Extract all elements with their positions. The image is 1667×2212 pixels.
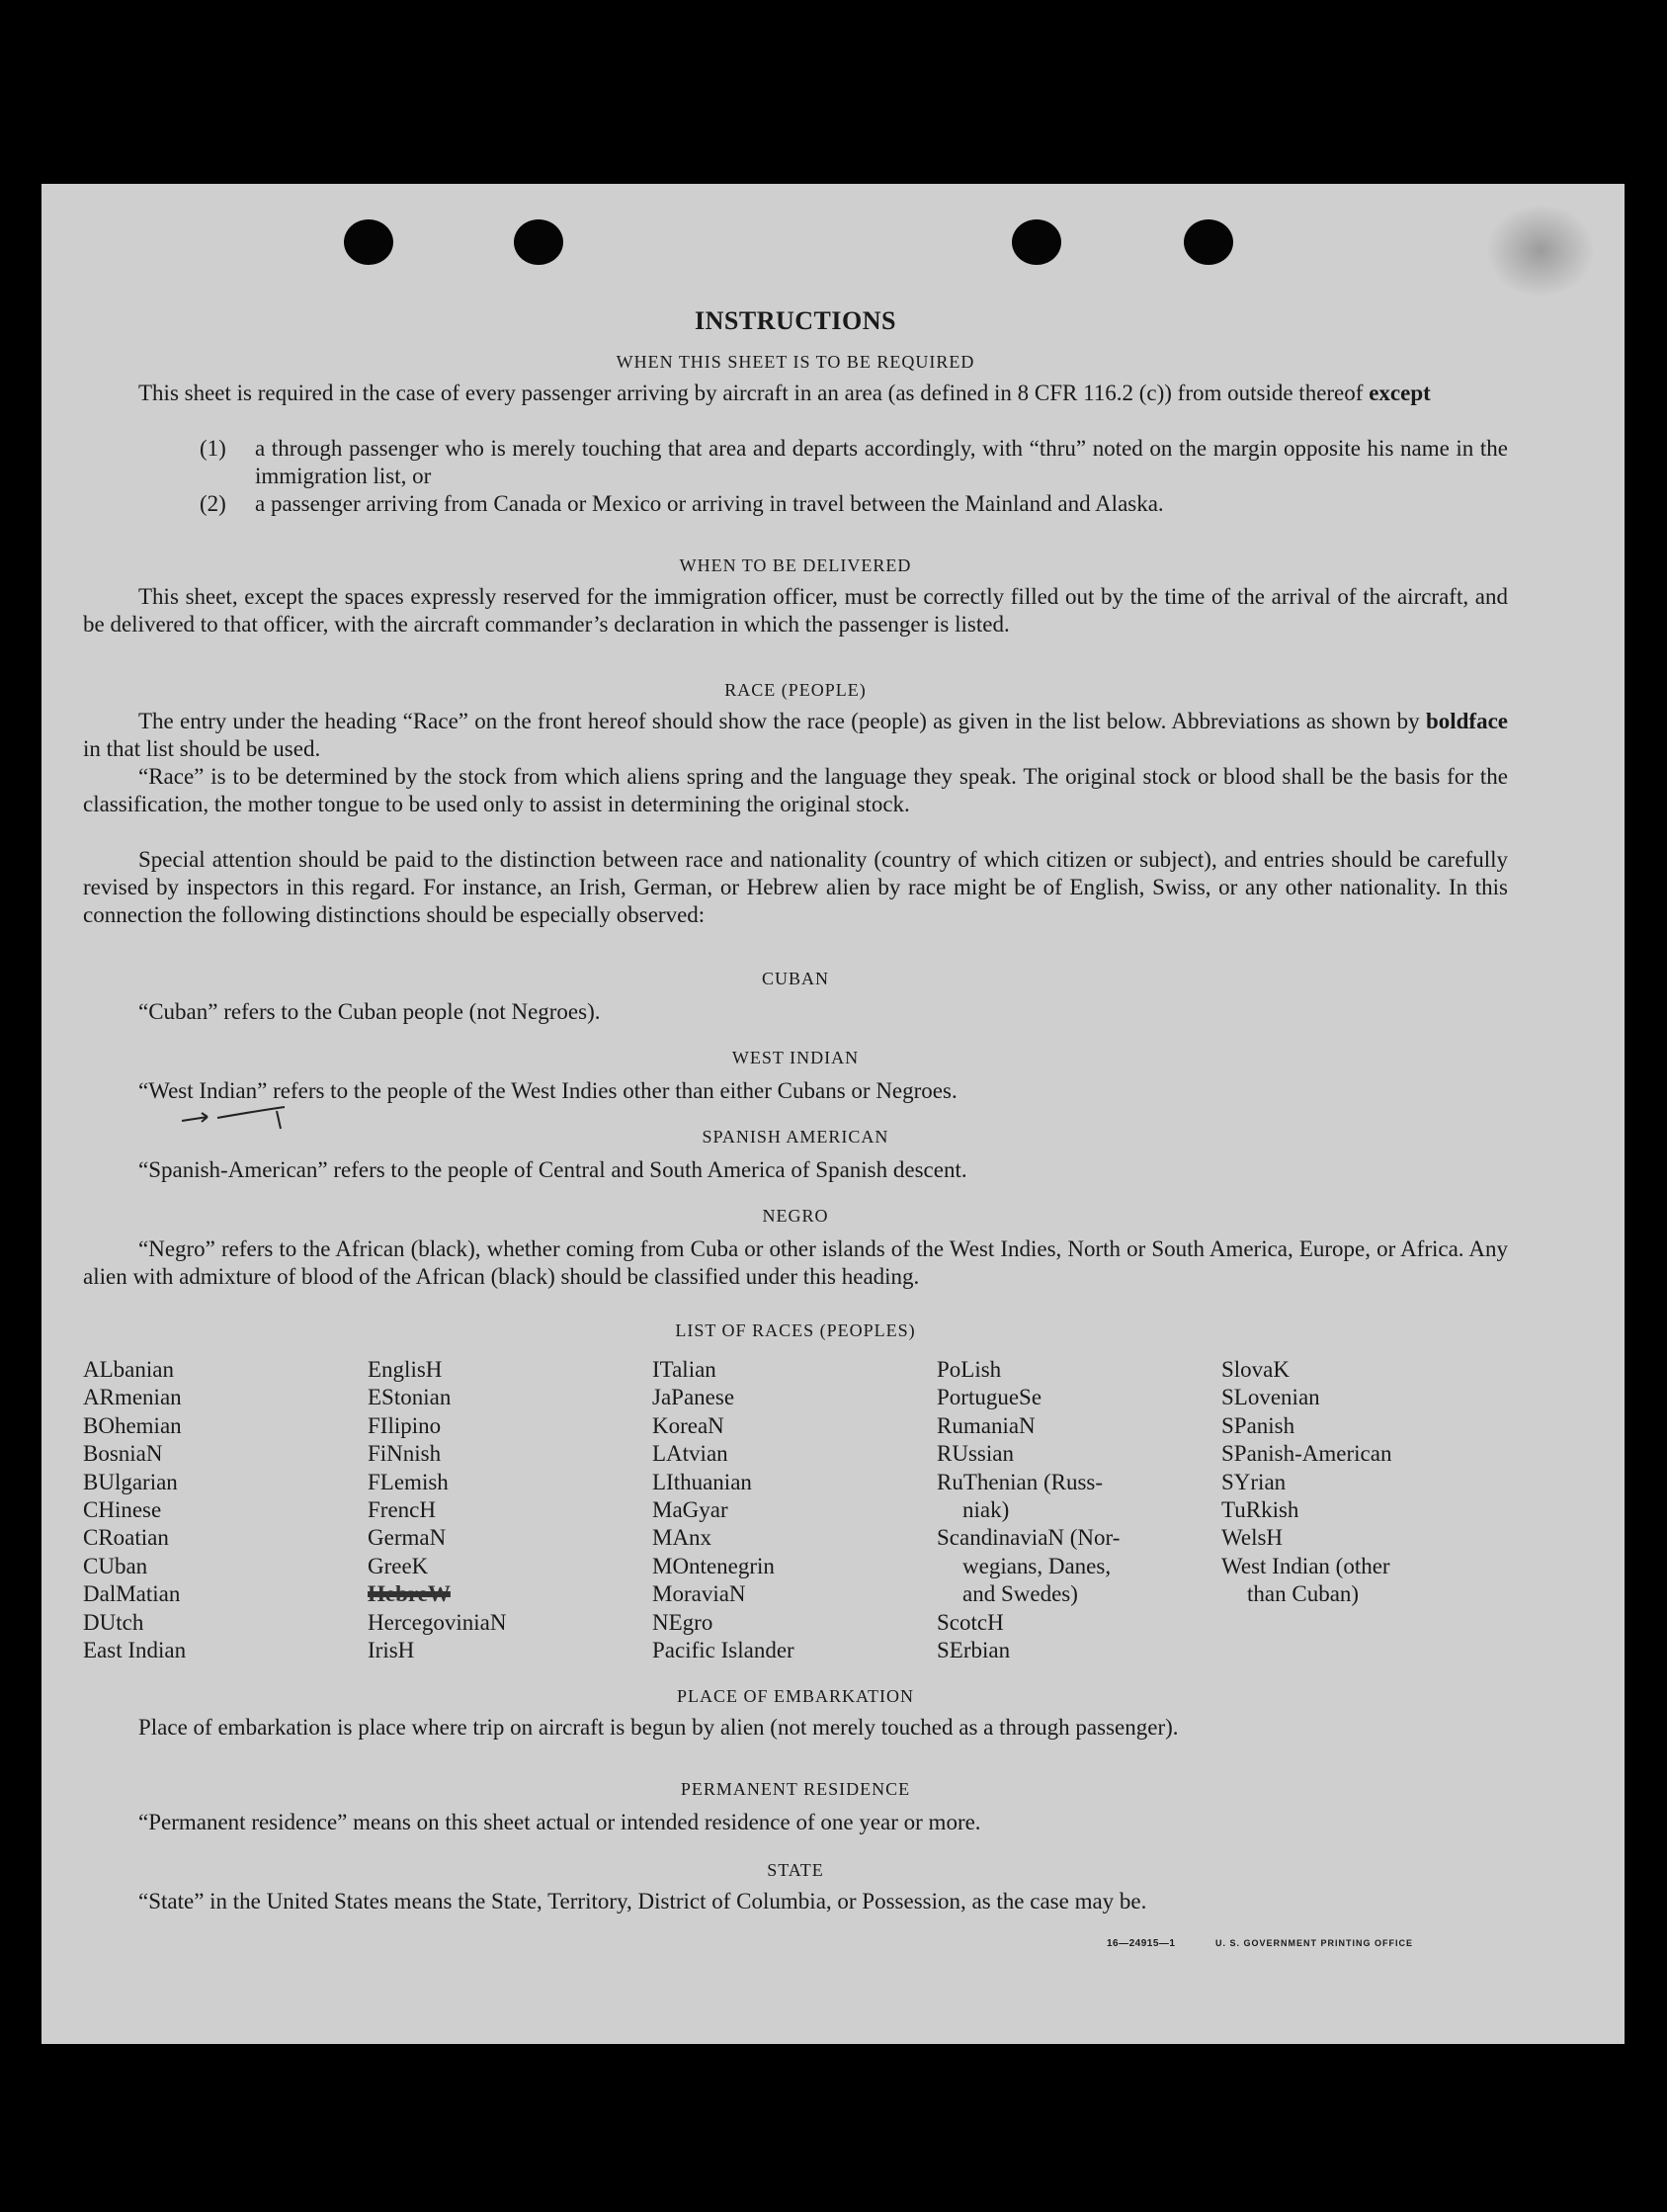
heading-residence: PERMANENT RESIDENCE: [680, 1779, 911, 1799]
race-item: DUtch: [83, 1609, 144, 1635]
race-item: RumaniaN: [937, 1412, 1036, 1438]
race-item: MOntenegrin: [652, 1553, 775, 1578]
race-item: CHinese: [83, 1497, 162, 1523]
race-item: CRoatian: [83, 1525, 169, 1551]
punch-hole: [1184, 219, 1233, 265]
race-item: WelsH: [1221, 1525, 1284, 1551]
race-item: and Swedes): [962, 1581, 1078, 1607]
race-item: MaGyar: [652, 1497, 728, 1523]
race-item: MAnx: [652, 1525, 712, 1551]
race-paragraph-2: “Race” is to be determined by the stock from which aliens spring and the language they speak. The original stock or blood shall be the basis for the classification, the mother tongue to be used only to assist in determining the original stock.: [83, 764, 1508, 816]
when-delivered-text: This sheet, except the spaces expressly reserved for the immigration officer, must be correctly filled out by the time of the arrival of the aircraft, and be delivered to that officer, with the aircraft commander’s declaration in which the passenger is listed.: [83, 584, 1508, 637]
race-item: GreeK: [368, 1553, 429, 1578]
west-indian-text: “West Indian” refers to the people of the West Indies other than either Cubans or Negroes.: [138, 1078, 958, 1103]
race-item: MoraviaN: [652, 1581, 746, 1607]
race-item: SPanish-American: [1221, 1441, 1392, 1467]
race-item: LIthuanian: [652, 1469, 752, 1494]
item-number: (1): [200, 436, 226, 461]
residence-text: “Permanent residence” means on this sheet actual or intended residence of one year or more.: [138, 1810, 981, 1834]
heading-west-indian: WEST INDIAN: [731, 1048, 860, 1067]
race-item: EnglisH: [368, 1357, 443, 1382]
race-item: BOhemian: [83, 1412, 182, 1438]
race-item: HercegoviniaN: [368, 1609, 507, 1635]
punch-hole: [344, 219, 393, 265]
heading-state: STATE: [767, 1860, 824, 1880]
race-item: JaPanese: [652, 1385, 735, 1410]
heading-list-of-races: LIST OF RACES (PEOPLES): [675, 1320, 916, 1340]
race-item: LAtvian: [652, 1441, 728, 1467]
race-column-2: [368, 1356, 507, 1664]
heading-cuban: CUBAN: [761, 969, 829, 988]
race-item: EStonian: [368, 1385, 452, 1410]
cuban-text: “Cuban” refers to the Cuban people (not Negroes).: [138, 999, 601, 1024]
race-item: RuThenian (Russ-: [937, 1469, 1104, 1494]
when-required-intro: This sheet is required in the case of every passenger arriving by aircraft in an area (as defined in 8 CFR 116.2 (c)) from outside thereof except: [138, 381, 1431, 405]
item-number: (2): [200, 491, 226, 516]
heading-negro: NEGRO: [762, 1206, 829, 1226]
race-column-5: [1221, 1356, 1391, 1609]
race-item: BUlgarian: [83, 1469, 178, 1494]
race-item: West Indian (other: [1221, 1553, 1390, 1578]
race-item: SlovaK: [1221, 1357, 1290, 1382]
race-paragraph-1: The entry under the heading “Race” on the front hereof should show the race (people) as given in the list below. Abbreviations as shown by boldface in that list should be used.: [83, 709, 1508, 761]
race-item: SYrian: [1221, 1469, 1287, 1494]
race-item: CUban: [83, 1553, 148, 1578]
paper-stain: [1486, 204, 1595, 298]
race-item: RUssian: [937, 1441, 1014, 1467]
race-item: than Cuban): [1247, 1581, 1360, 1607]
race-item: NEgro: [652, 1609, 713, 1635]
race-item: FrencH: [368, 1497, 436, 1523]
race-column-3: [652, 1356, 794, 1664]
punch-hole: [1012, 219, 1061, 265]
race-column-1: [83, 1356, 186, 1664]
struck-out-race: HebreW: [368, 1581, 451, 1607]
race-item: FIlipino: [368, 1412, 442, 1438]
race-column-4: [937, 1356, 1120, 1664]
race-item: ITalian: [652, 1357, 716, 1382]
race-item: IrisH: [368, 1638, 415, 1663]
race-item: wegians, Danes,: [962, 1553, 1112, 1578]
race-item: ALbanian: [83, 1357, 174, 1382]
race-item: SErbian: [937, 1638, 1011, 1663]
race-item: FiNnish: [368, 1441, 442, 1467]
race-item: DalMatian: [83, 1581, 181, 1607]
race-item: TuRkish: [1221, 1497, 1299, 1523]
race-item: SPanish: [1221, 1412, 1295, 1438]
state-text: “State” in the United States means the State, Territory, District of Columbia, or Possession, as the case may be.: [138, 1889, 1147, 1914]
punch-hole: [514, 219, 563, 265]
race-item: Pacific Islander: [652, 1638, 794, 1663]
heading-when-required: WHEN THIS SHEET IS TO BE REQUIRED: [616, 352, 975, 372]
race-item: KoreaN: [652, 1412, 724, 1438]
printer-imprint: U. S. GOVERNMENT PRINTING OFFICE: [1215, 1938, 1414, 1948]
exception-item-2: a passenger arriving from Canada or Mexico or arriving in travel between the Mainland and Alaska.: [255, 491, 1164, 516]
race-paragraph-3: Special attention should be paid to the distinction between race and nationality (country of which citizen or subject), and entries should be carefully revised by inspectors in this regard. For instance, an Irish, German, or Hebrew alien by race might be of English, Swiss, or any other nationality. In this connection the following distinctions should be especially observed:: [83, 847, 1508, 927]
heading-race: RACE (PEOPLE): [724, 680, 867, 700]
race-item-struck: [368, 1580, 507, 1608]
race-item: ScandinaviaN (Nor-: [937, 1525, 1121, 1551]
race-item: East Indian: [83, 1638, 187, 1663]
document-sheet: [42, 184, 1625, 2044]
form-code: 16—24915—1: [1107, 1938, 1176, 1949]
race-item: PoLish: [937, 1357, 1002, 1382]
spanish-american-text: “Spanish-American” refers to the people of Central and South America of Spanish descent.: [138, 1157, 967, 1182]
page-title: INSTRUCTIONS: [695, 306, 896, 335]
heading-spanish-american: SPANISH AMERICAN: [702, 1127, 889, 1147]
exception-item-1: a through passenger who is merely touching that area and departs accordingly, with “thru” noted on the margin opposite his name in the immigration list, or: [255, 436, 1508, 488]
race-item: niak): [962, 1497, 1010, 1523]
race-item: BosniaN: [83, 1441, 163, 1467]
race-item: SLovenian: [1221, 1385, 1320, 1410]
embarkation-text: Place of embarkation is place where trip on aircraft is begun by alien (not merely touched as a through passenger).: [138, 1715, 1179, 1740]
race-item: ScotcH: [937, 1609, 1004, 1635]
race-item: FLemish: [368, 1469, 449, 1494]
race-item: PortugueSe: [937, 1385, 1042, 1410]
heading-embarkation: PLACE OF EMBARKATION: [676, 1686, 915, 1706]
heading-when-delivered: WHEN TO BE DELIVERED: [679, 555, 912, 575]
race-item: GermaN: [368, 1525, 447, 1551]
negro-text: “Negro” refers to the African (black), whether coming from Cuba or other islands of the West Indies, North or South America, Europe, or Africa. Any alien with admixture of blood of the African (black) should be classified under this heading.: [83, 1236, 1508, 1289]
race-item: ARmenian: [83, 1385, 182, 1410]
